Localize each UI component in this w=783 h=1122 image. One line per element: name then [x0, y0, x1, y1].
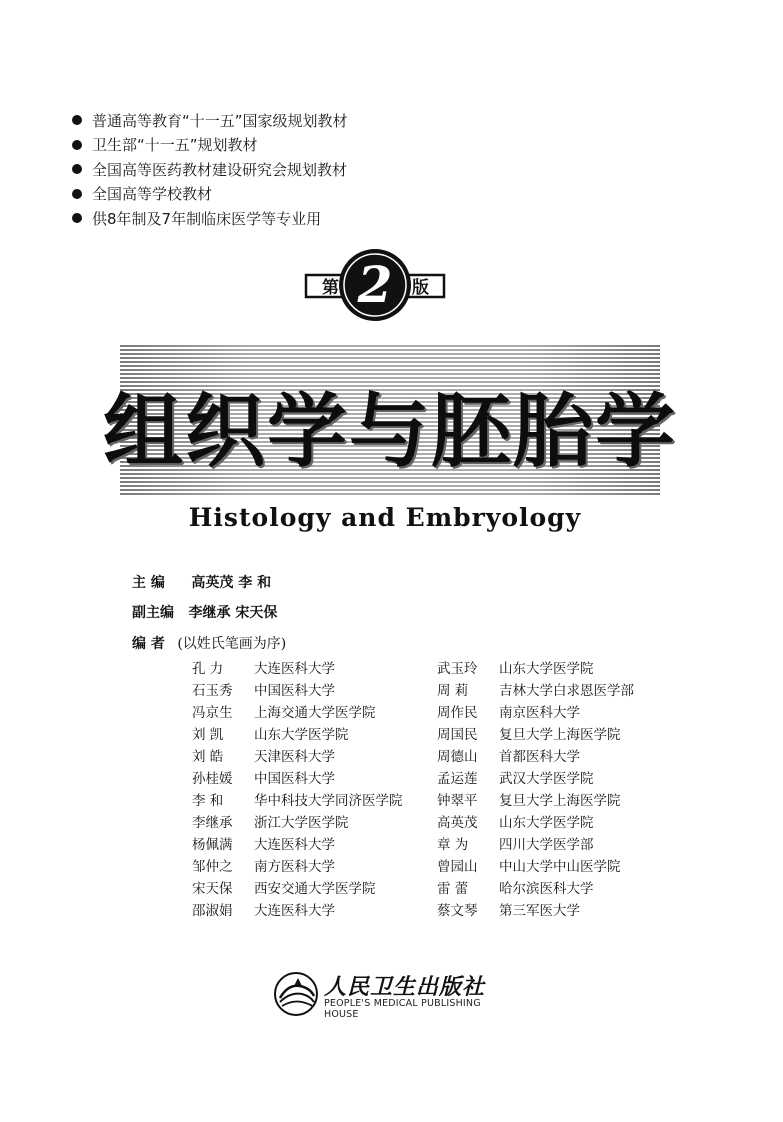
deputy-editor-names: 李继承 宋天保 — [188, 605, 278, 621]
chief-editor-label: 主 编 — [132, 575, 165, 591]
series-item — [72, 133, 348, 158]
author-row — [192, 745, 335, 765]
title-block — [100, 345, 680, 495]
series-list — [72, 108, 348, 231]
author-affiliation: 南京医科大学 — [499, 705, 580, 721]
author-row — [192, 767, 335, 787]
author-row — [192, 723, 349, 743]
edition-prefix: 第 — [322, 278, 339, 298]
author-row — [437, 899, 580, 919]
author-row — [192, 833, 335, 853]
author-affiliation: 大连医科大学 — [254, 903, 335, 919]
author-affiliation: 中国医科大学 — [254, 771, 335, 787]
author-row — [437, 811, 594, 831]
author-name: 石玉秀 — [192, 683, 233, 699]
author-name: 周德山 — [437, 749, 478, 765]
author-affiliation: 南方医科大学 — [254, 859, 335, 875]
author-row — [437, 745, 580, 765]
author-affiliation: 山东大学医学院 — [254, 727, 349, 743]
author-row — [192, 855, 335, 875]
author-affiliation: 山东大学医学院 — [499, 661, 594, 677]
edition-number: 2 — [357, 255, 393, 314]
author-row — [437, 767, 594, 787]
author-affiliation: 哈尔滨医科大学 — [499, 881, 594, 897]
author-name: 孙桂媛 — [192, 771, 233, 787]
edition-suffix: 版 — [412, 278, 429, 298]
author-name: 章 为 — [437, 837, 469, 853]
author-name: 孟运莲 — [437, 771, 478, 787]
author-name: 钟翠平 — [437, 793, 478, 809]
author-row — [437, 789, 621, 809]
author-name: 李继承 — [192, 815, 233, 831]
author-affiliation: 上海交通大学医学院 — [254, 705, 376, 721]
author-name: 宋天保 — [192, 881, 233, 897]
series-item — [72, 108, 348, 133]
author-affiliation: 中山大学中山医学院 — [499, 859, 621, 875]
authors-label: 编 者 — [132, 636, 165, 652]
author-name: 孔 力 — [192, 661, 224, 677]
bullet-dot-icon — [72, 189, 82, 199]
series-item-text: 卫生部“十一五”规划教材 — [92, 136, 258, 155]
publisher-name-en: PEOPLE'S MEDICAL PUBLISHING HOUSE — [324, 998, 481, 1020]
author-name: 雷 蕾 — [437, 881, 469, 897]
deputy-editor-row — [132, 602, 277, 622]
author-row — [192, 679, 335, 699]
publisher-name: 人民卫生出版社 — [324, 974, 486, 1000]
author-name: 邹仲之 — [192, 859, 233, 875]
publisher-logo-icon — [272, 970, 320, 1018]
author-row — [437, 657, 594, 677]
deputy-editor-label: 副主编 — [132, 605, 174, 621]
series-item-text: 全国高等学校教材 — [92, 185, 213, 204]
series-item-text: 全国高等医药教材建设研究会规划教材 — [92, 160, 348, 179]
author-affiliation: 吉林大学白求恩医学部 — [499, 683, 634, 699]
bullet-dot-icon — [72, 140, 82, 150]
author-affiliation: 天津医科大学 — [254, 749, 335, 765]
author-name: 武玉玲 — [437, 661, 478, 677]
author-affiliation: 复旦大学上海医学院 — [499, 727, 621, 743]
author-name: 高英茂 — [437, 815, 478, 831]
book-title: 组织学与胚胎学 — [103, 385, 677, 478]
series-item — [72, 157, 348, 182]
author-name: 刘 凯 — [192, 727, 224, 743]
edition-badge-graphic — [300, 245, 450, 325]
author-row — [192, 899, 335, 919]
author-name: 刘 皓 — [192, 749, 224, 765]
author-name: 杨佩满 — [192, 837, 233, 853]
author-name: 周作民 — [437, 705, 478, 721]
author-row — [192, 811, 349, 831]
author-row — [192, 789, 403, 809]
author-row — [437, 679, 634, 699]
author-affiliation: 武汉大学医学院 — [499, 771, 594, 787]
author-affiliation: 中国医科大学 — [254, 683, 335, 699]
author-affiliation: 大连医科大学 — [254, 837, 335, 853]
author-affiliation: 华中科技大学同济医学院 — [254, 793, 403, 809]
chief-editor-names: 高英茂 李 和 — [191, 575, 272, 591]
author-row — [437, 723, 621, 743]
author-name: 李 和 — [192, 793, 224, 809]
series-item — [72, 206, 348, 231]
authors-header-row — [132, 633, 286, 653]
author-row — [192, 657, 335, 677]
author-affiliation: 第三军医大学 — [499, 903, 580, 919]
chief-editor-row — [132, 572, 271, 592]
author-name: 冯京生 — [192, 705, 233, 721]
author-affiliation: 西安交通大学医学院 — [254, 881, 376, 897]
series-item — [72, 182, 348, 207]
book-subtitle: Histology and Embryology — [188, 503, 582, 532]
series-item-text: 供8年制及7年制临床医学等专业用 — [92, 209, 322, 228]
author-affiliation: 四川大学医学部 — [499, 837, 594, 853]
series-item-text: 普通高等教育“十一五”国家级规划教材 — [92, 111, 348, 130]
author-affiliation: 首都医科大学 — [499, 749, 580, 765]
author-row — [192, 701, 376, 721]
bullet-dot-icon — [72, 213, 82, 223]
author-affiliation: 浙江大学医学院 — [254, 815, 349, 831]
author-row — [437, 877, 594, 897]
author-affiliation: 复旦大学上海医学院 — [499, 793, 621, 809]
bullet-dot-icon — [72, 115, 82, 125]
author-row — [437, 833, 594, 853]
edition-badge — [300, 245, 450, 325]
author-affiliation: 大连医科大学 — [254, 661, 335, 677]
author-name: 蔡文琴 — [437, 903, 478, 919]
author-row — [437, 701, 580, 721]
author-name: 曾园山 — [437, 859, 478, 875]
author-affiliation: 山东大学医学院 — [499, 815, 594, 831]
authors-note: (以姓氏笔画为序) — [177, 636, 287, 652]
author-name: 周国民 — [437, 727, 478, 743]
author-row — [192, 877, 376, 897]
author-row — [437, 855, 621, 875]
author-name: 周 莉 — [437, 683, 469, 699]
author-name: 邵淑娟 — [192, 903, 233, 919]
bullet-dot-icon — [72, 164, 82, 174]
publisher-block — [272, 968, 502, 1020]
